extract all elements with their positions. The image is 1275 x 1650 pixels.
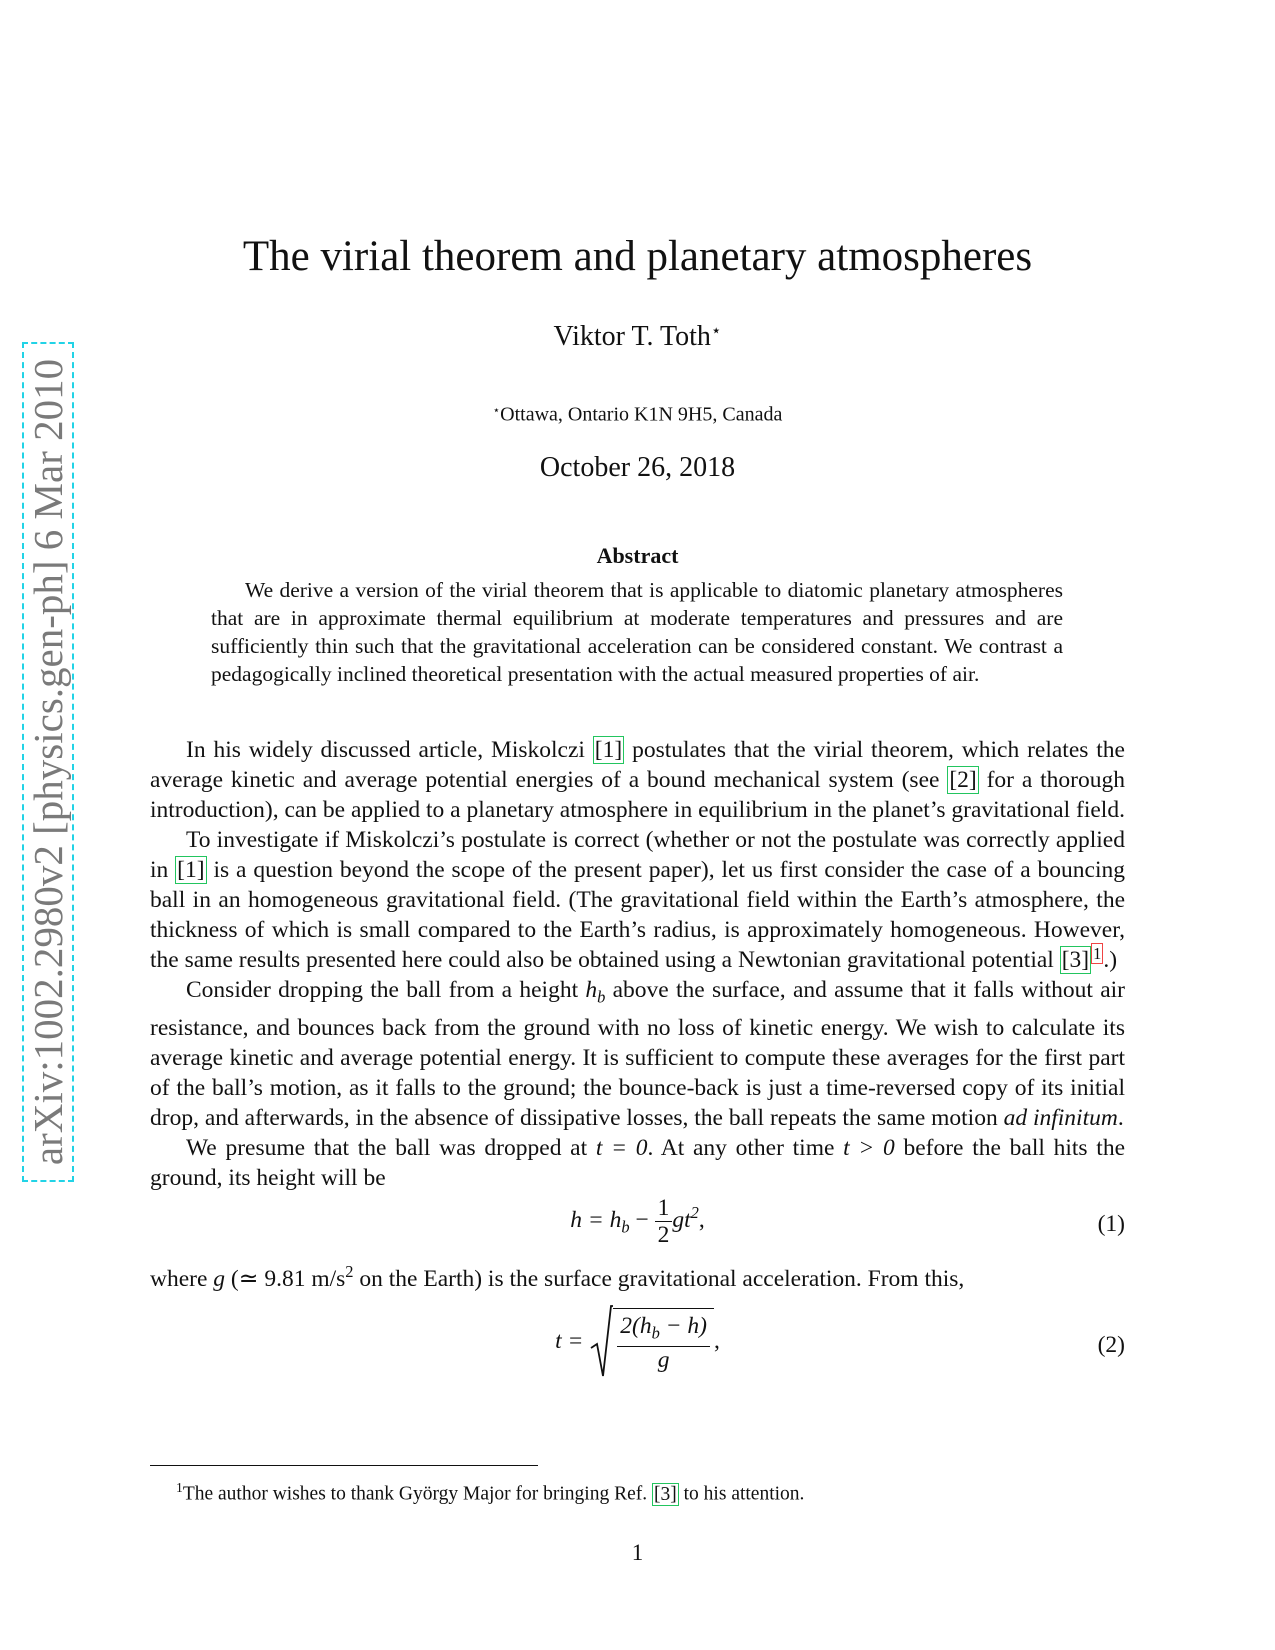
author-line [0,320,1275,353]
math-inline: t = 0 [595,1134,648,1161]
fraction: $\frac{2(h_b - h)}{g}$ [617,1313,710,1374]
paper-title: The virial theorem and planetary atmospheres [242,233,1033,280]
affiliation-mark: ⋆ [492,403,501,417]
radical-sign-icon [589,1304,613,1378]
paragraph-5: where g (≃ 9.81 $m/s^2$ on the Earth) is the surface gravitational acceleration. From this, [150,1261,965,1292]
footnote-1: $^1$The author wishes to thank György Major for bringing Ref. [3] to his attention. [176,1480,805,1505]
citation-link[interactable]: [3] [1061,947,1090,973]
body-text [150,735,1125,1392]
paper-date: October 26, 2018 [539,452,736,483]
footnote-link[interactable]: 1 [1093,943,1102,963]
paragraph-4: We presume that the ball was dropped at t = 0. At any other time t > 0 before the ball hits the ground, its height will be [150,1134,1126,1191]
arxiv-stamp-text: arXiv:1002.2980v2 [physics.gen-ph] 6 Mar 2010 [25,358,71,1166]
paragraph-1: In his widely discussed article, Miskolczi [1] postulates that the virial theorem, which relates the average kinetic and average potential energies of a bound mechanical system (see [2] for a thorough introduction), can be applied to a planetary atmosphere in equilibrium in the planet’s gravitational field. [150,737,1125,823]
abstract-heading: Abstract [596,543,679,568]
affiliation-line [0,403,1275,427]
author-name: Viktor T. Toth [553,321,711,353]
citation-link[interactable]: [2] [949,767,977,793]
equation-2: t = $\frac{2(h_b - h)}{g}$ , (2) [150,1304,1125,1390]
math-inline: t > 0 [843,1134,895,1161]
footnote-mark: 1 [176,1480,183,1495]
math-var: g [213,1265,226,1292]
emphasis: ad infinitum [1003,1104,1118,1131]
equation-number: (1) [1097,1210,1125,1237]
affiliation: Ottawa, Ontario K1N 9H5, Canada [500,403,783,426]
square-root [589,1308,714,1374]
paragraph-2: To investigate if Miskolczi’s postulate is correct (whether or not the postulate was correctly applied in [1] is a question beyond the scope of the present paper), let us first consider the case of a bouncing ball in an homogeneous gravitational field. (The gravitational field within the Earth’s atmosphere, the thickness of which is small compared to the Earth’s radius, is approximately homogeneous. However, the same results presented here could also be obtained using a Newtonian gravitational potential [3] $^1$.) [150,827,1125,973]
fraction: $\frac{1}{2}$ [655,1195,673,1248]
abstract-text: We derive a version of the virial theorem that is applicable to diatomic planetary atmospheres that are in approximate thermal equilibrium at moderate temperatures and pressures and are sufficiently thin such that the gravitational acceleration can be considered constant. We contrast a pedagogically inclined theoretical presentation with the actual measured properties of air. [211,578,1063,686]
page-number: 1 [631,1540,644,1565]
math-var: h [585,977,598,1003]
citation-link[interactable]: [1] [177,857,205,883]
author-mark: ⋆ [710,321,722,340]
citation-link[interactable]: [1] [594,737,623,763]
equation-1: $h = h_b$ − $\frac{1}{2}$ $gt^2$, (1) [570,1194,1125,1248]
paragraph-3: Consider dropping the ball from a height $h_b$ above the surface, and assume that it falls without air resistance, and bounces back from the ground with no loss of kinetic energy. We wish to calculate its average kinetic and average potential energy. It is sufficient to compute these averages for the first part of the ball’s motion, as it falls to the ground; the bounce-back is just a time-reversed copy of its initial drop, and afterwards, in the absence of dissipative losses, the ball repeats the same motion ad infinitum. [150,977,1125,1131]
footnote-rule [150,1465,538,1466]
equation-number: (2) [1097,1331,1125,1358]
citation-link[interactable]: [3] [654,1483,677,1505]
